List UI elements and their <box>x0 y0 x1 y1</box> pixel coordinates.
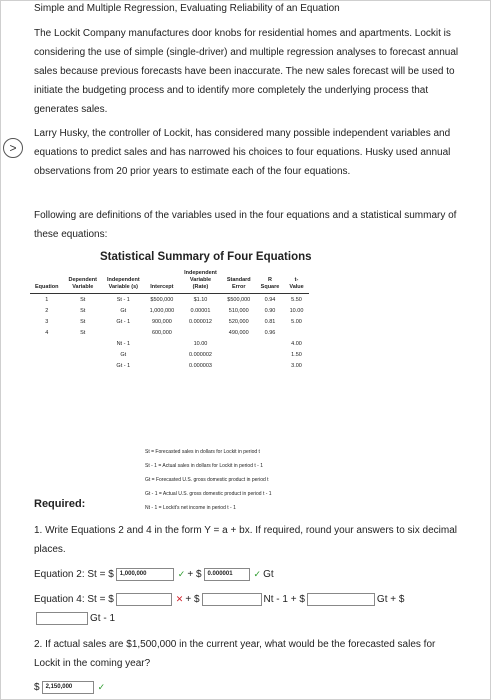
col-header-tval: t- <box>294 277 299 283</box>
question-2: 2. If actual sales are $1,500,000 in the current year, what would be the forecasted sales for Lockit in the coming year? <box>34 639 436 669</box>
eq4-coef-gt-1-input[interactable] <box>36 612 88 625</box>
eq2-slope-input[interactable]: 0.000001 <box>204 568 250 581</box>
q2-answer-input[interactable]: 2,150,000 <box>42 681 94 694</box>
col-header-rsq: R <box>268 277 272 283</box>
paragraph-definitions-intro: Following are definitions of the variables used in the four equations and a statistical summary of these equations: <box>34 210 457 240</box>
equation-4-line-2: Gt - 1 <box>34 612 115 625</box>
statistical-summary-table: Independent Dependent Independent Variable Standard R t- Equation Variable Variable (s) Intercept (Rate) Error Square Value 1 St St - 1 $500,000 $1.10 $500,000 0.94 5.50 2 St Gt 1,000,000 0.00001 510,000 0.90 10.00 3 St Gt - 1 900,000 0.000012 520,000 0.81 5.00 4 St 600,000 490,000 0.96 Nt - 1 10.00 4.00 Gt 0.000002 1.50 Gt - 1 0.000003 3.00 <box>30 270 309 371</box>
col-header-dependent: Dependent <box>68 277 97 283</box>
table-row: Nt - 1 10.00 4.00 <box>116 340 302 347</box>
equation-2-line: Equation 2: St = $ 1,000,000 ✓ + $ 0.000001 ✓ Gt <box>34 569 274 580</box>
definition-st-1: St - 1 = Actual sales in dollars for Lockit in period t - 1 <box>145 463 263 469</box>
eq2-variable: Gt <box>263 569 274 580</box>
table-row: 3 St Gt - 1 900,000 0.000012 520,000 0.81 5.00 <box>45 318 302 325</box>
equation-2-label: Equation 2: St = $ <box>34 569 114 580</box>
equation-4-label: Equation 4: St = $ <box>34 594 114 605</box>
check-icon: ✓ <box>97 682 106 692</box>
definition-nt-1: Nt - 1 = Lockit's net income in period t - 1 <box>145 505 236 511</box>
eq4-coef-nt-input[interactable] <box>202 593 262 606</box>
eq2-intercept-input[interactable]: 1,000,000 <box>116 568 174 581</box>
check-icon: ✓ <box>253 569 262 579</box>
definition-gt-1: Gt - 1 = Actual U.S. gross domestic product in period t - 1 <box>145 491 272 497</box>
table-row: 1 St St - 1 $500,000 $1.10 $500,000 0.94 5.50 <box>45 296 302 303</box>
paragraph-husky: Larry Husky, the controller of Lockit, has considered many possible independent variables and equations to predict sales and has narrowed his choices to four equations. Husky used annual observations from 20 prior years to estimate each of the four equations. <box>34 128 451 177</box>
eq4-coef-gt-input[interactable] <box>307 593 375 606</box>
equation-4-line: Equation 4: St = $ ✕ + $ Nt - 1 + $ Gt + $ <box>34 594 405 605</box>
collapse-toggle[interactable]: > <box>3 138 23 158</box>
table-row: Gt 0.000002 1.50 <box>120 351 302 358</box>
check-icon: ✓ <box>177 569 186 579</box>
col-header-equation: Equation <box>30 284 64 294</box>
col-header-rate: Independent <box>184 270 217 276</box>
definition-gt: Gt = Forecasted U.S. gross domestic product in period t <box>145 477 269 483</box>
eq4-intercept-input[interactable] <box>116 593 172 606</box>
table-row: Gt - 1 0.000003 3.00 <box>116 362 302 369</box>
col-header-stderr: Standard <box>226 277 251 283</box>
q2-answer-line: $ 2,150,000 ✓ <box>34 682 106 693</box>
required-heading: Required: <box>34 498 86 510</box>
table-row: 4 St 600,000 490,000 0.96 <box>45 329 276 336</box>
paragraph-intro: The Lockit Company manufactures door knobs for residential homes and apartments. Lockit is considering the use of simple (single-driver) and multiple regression analyses to forecast annual sales because previous forecasts have been inaccurate. The new sales forecast will be used to initiate the budgeting process and to identify more completely the underlying process that generates sales. <box>34 28 459 115</box>
definition-st: St = Forecasted sales in dollars for Lockit in period t <box>145 449 260 455</box>
page-title: Simple and Multiple Regression, Evaluating Reliability of an Equation <box>34 3 340 14</box>
col-header-independent: Independent <box>106 277 140 283</box>
table-row: 2 St Gt 1,000,000 0.00001 510,000 0.90 10.00 <box>45 307 304 314</box>
col-header-intercept: Intercept <box>145 284 179 294</box>
table-title: Statistical Summary of Four Equations <box>100 251 312 263</box>
x-icon: ✕ <box>175 594 184 604</box>
question-1: 1. Write Equations 2 and 4 in the form Y = a + bx. If required, round your answers to six decimal places. <box>34 525 458 555</box>
